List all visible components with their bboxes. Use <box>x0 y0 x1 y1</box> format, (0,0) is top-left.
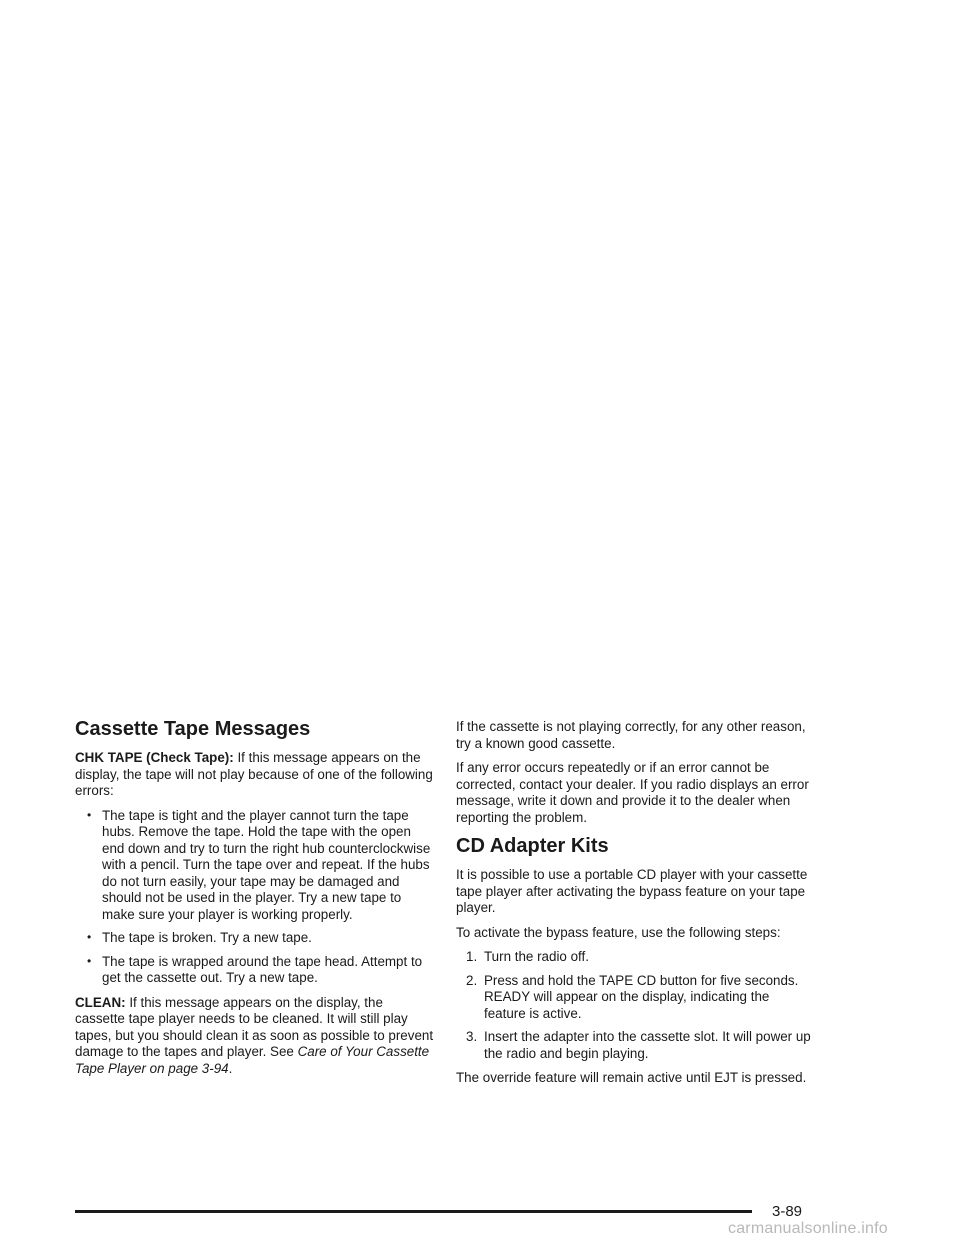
left-column <box>75 717 435 1085</box>
list-item <box>466 1029 814 1062</box>
list-item <box>85 808 435 924</box>
bullet-icon: • <box>87 807 92 822</box>
step-text: Turn the radio off. <box>484 949 589 964</box>
cross-reference-link[interactable]: Care of Your Cassette Tape Player on page 3-94 <box>75 1044 430 1076</box>
bullet-icon: • <box>87 953 92 968</box>
error-list <box>75 808 435 987</box>
chk-tape-text: If this message appears on the display, the tape will not play because of one of the following errors: <box>75 750 433 798</box>
override-paragraph: The override feature will remain active until EJT is pressed. <box>456 1070 807 1085</box>
list-item <box>85 954 435 987</box>
bypass-steps-list <box>456 949 814 1062</box>
step-text: Press and hold the TAPE CD button for five seconds. READY will appear on the display, indicating the feature is active. <box>484 972 799 1021</box>
chk-tape-paragraph <box>75 750 435 800</box>
list-item <box>85 930 435 947</box>
clean-end: . <box>228 1060 233 1076</box>
right-column <box>456 719 814 1095</box>
list-item-text: The tape is broken. Try a new tape. <box>102 930 312 945</box>
error-repeat-paragraph: If any error occurs repeatedly or if an error cannot be corrected, contact your dealer. If you radio displays an error message, write it down and provide it to the dealer when reporting the problem. <box>456 760 809 825</box>
watermark: carmanualsonline.info <box>728 1220 888 1237</box>
list-item-text: The tape is wrapped around the tape head. Attempt to get the cassette out. Try a new tape. <box>102 953 423 985</box>
chk-tape-label: CHK TAPE (Check Tape): <box>75 750 234 765</box>
clean-label: CLEAN: <box>75 994 126 1010</box>
step-text: Insert the adapter into the cassette slot. It will power up the radio and begin playing. <box>484 1029 811 1061</box>
cd-adapter-intro-paragraph: It is possible to use a portable CD player with your cassette tape player after activating the bypass feature on your tape player. <box>456 867 808 915</box>
clean-paragraph <box>75 995 435 1078</box>
step-number: 3. <box>466 1029 478 1044</box>
page-number: 3-89 <box>772 1203 803 1220</box>
step-number: 2. <box>466 972 478 988</box>
clean-text: If this message appears on the display, the cassette tape player needs to be cleaned. It will still play tapes, but you should clean it as soon as possible to prevent damage to the tapes and player. See <box>75 994 434 1059</box>
list-item <box>466 949 814 966</box>
section-heading-cd-adapter-kits: CD Adapter Kits <box>456 835 609 857</box>
footer-rule <box>75 1210 752 1213</box>
bullet-icon: • <box>87 930 92 944</box>
section-heading-cassette-tape-messages: Cassette Tape Messages <box>75 718 311 740</box>
bypass-steps-intro: To activate the bypass feature, use the following steps: <box>456 924 781 940</box>
list-item <box>466 973 814 1023</box>
list-item-text: The tape is tight and the player cannot turn the tape hubs. Remove the tape. Hold the tape with the open end down and try to turn the right hub counterclockwise with a pencil. Turn the tape over and repeat. If the hubs do not turn easily, your tape may be damaged and should not be used in the player. Try a new tape to make sure your player is working properly. <box>102 807 431 922</box>
cassette-not-playing-paragraph: If the cassette is not playing correctly, for any other reason, try a known good cassette. <box>456 719 806 751</box>
step-number: 1. <box>466 949 478 964</box>
